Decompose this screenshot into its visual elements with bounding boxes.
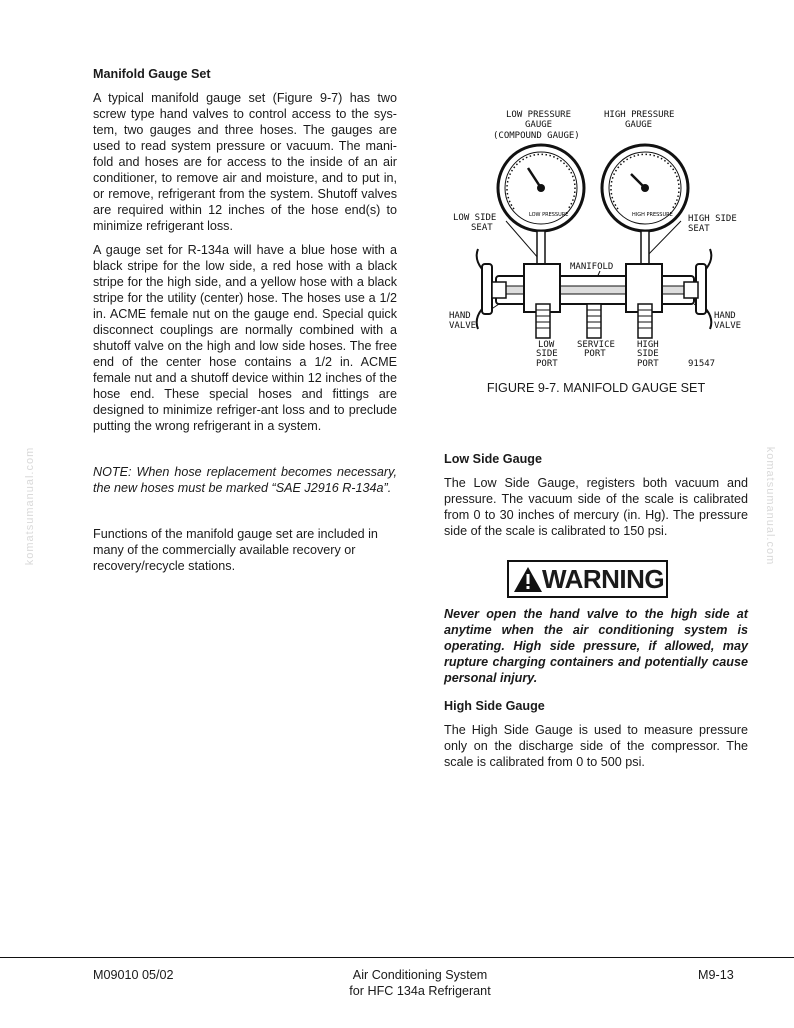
footer-title [280, 967, 560, 999]
manifold-gauge-set-heading: Manifold Gauge Set [93, 67, 211, 81]
hose-replacement-note: NOTE: When hose replacement becomes necessary, the new hoses must be marked “SAE J2916 R-134a”. [93, 465, 397, 495]
high-side-seat-label-2: SEAT [688, 224, 710, 234]
manifold-gauge-set-figure [444, 104, 748, 374]
low-port-label-1: LOW [538, 340, 555, 350]
watermark-left: komatsumanual.com [24, 446, 36, 566]
figure-number: 91547 [688, 359, 716, 369]
high-side-gauge-heading: High Side Gauge [444, 699, 545, 713]
low-side-port [536, 304, 550, 338]
low-pressure-label-1: LOW PRESSURE [506, 110, 572, 120]
hand-valve-right-label-1: HAND [714, 311, 736, 321]
right-column-warning [444, 606, 748, 686]
high-port-label-1: HIGH [637, 340, 659, 350]
service-port-label-2: PORT [584, 349, 606, 359]
high-side-seat-label-1: HIGH SIDE [688, 214, 737, 224]
low-side-seat-label-2: SEAT [471, 223, 493, 233]
left-hand-valve [477, 249, 506, 329]
figure-caption: FIGURE 9-7. MANIFOLD GAUGE SET [486, 381, 706, 395]
right-column-low [444, 451, 748, 547]
high-side-port [638, 304, 652, 338]
high-port-label-3: PORT [637, 359, 659, 369]
left-column [93, 66, 397, 582]
hand-valve-right-label-2: VALVE [714, 321, 742, 331]
high-pressure-label-1: HIGH PRESSURE [604, 110, 675, 120]
footer-title-line-1: Air Conditioning System [352, 968, 488, 982]
gauge-set-hoses-paragraph: A gauge set for R-134a will have a blue hose with a black stripe for the low side, a red hose with a black stripe for the high side, and a yellow hose with a black stripe for the utility (center) hose. The hoses use a 1/2 in. ACME female nut on the gauge end. Special quick disconnect couplings are normally combined with a shutoff valve on the high and low side hoses. The free end of the center hose contains a 1/2 in. ACME female nut and a shutoff device within 12 inches of the hose end. These special hoses and fittings are designed to minimize refriger-ant loss and to preclude putting the wrong refrigerant in a system. [93, 243, 397, 433]
warning-label: WARNING [542, 563, 665, 594]
low-port-label-3: PORT [536, 359, 558, 369]
high-port-label-2: SIDE [637, 349, 659, 359]
footer-title-line-2: for HFC 134a Refrigerant [349, 984, 491, 998]
low-side-seat-label-1: LOW SIDE [453, 213, 497, 223]
footer-page-number: M9-13 [698, 968, 734, 982]
manifold-intro-paragraph: A typical manifold gauge set (Figure 9-7) has two screw type hand valves to control access to the sys-tem, two gauges and three hoses. The gauges are used to read system pressure or vacuum. The mani-fold and hoses are for access to the inside of an air conditioner, to remove air and moisture, and to put in, or remove, refrigerant from the system. Shutoff valves are required within 12 inches of the hose end(s) to minimize refrigerant loss. [93, 91, 397, 233]
manifold-label: MANIFOLD [570, 262, 614, 272]
footer-doc-id: M09010 05/02 [93, 968, 174, 982]
functions-paragraph: Functions of the manifold gauge set are included in many of the commercially available recovery or recovery/recycle stations. [93, 527, 378, 573]
footer-rule [0, 957, 794, 958]
high-dial-text: HIGH PRESSURE [632, 212, 673, 218]
warning-banner [507, 560, 668, 598]
right-hand-valve [684, 249, 711, 329]
warning-triangle-icon [513, 566, 543, 593]
service-port [587, 304, 601, 338]
low-port-label-2: SIDE [536, 349, 558, 359]
low-pressure-gauge [498, 145, 584, 231]
low-pressure-label-3: (COMPOUND GAUGE) [493, 131, 580, 141]
low-pressure-label-2: GAUGE [525, 120, 553, 130]
high-side-gauge-text: The High Side Gauge is used to measure pressure only on the discharge side of the compressor. The scale is calibrated from 0 to 500 psi. [444, 723, 748, 769]
low-side-gauge-heading: Low Side Gauge [444, 452, 542, 466]
low-dial-text: LOW PRESSURE [529, 212, 569, 218]
watermark-right: komatsumanual.com [764, 446, 776, 566]
warning-text: Never open the hand valve to the high side at anytime when the air conditioning system is operating. High side pressure, if allowed, may rupture charging containers and potentially cause personal injury. [444, 607, 748, 685]
right-column-high [444, 698, 748, 778]
high-pressure-gauge [602, 145, 688, 231]
hand-valve-left-label-1: HAND [449, 311, 471, 321]
service-port-label-1: SERVICE [577, 340, 615, 350]
high-pressure-label-2: GAUGE [625, 120, 653, 130]
hand-valve-left-label-2: VALVE [449, 321, 477, 331]
low-side-gauge-text: The Low Side Gauge, registers both vacuum and pressure. The vacuum side of the scale is calibrated from 0 to 30 inches of mercury (in. Hg). The pressure side of the scale is calibrated to 150 psi. [444, 476, 748, 538]
